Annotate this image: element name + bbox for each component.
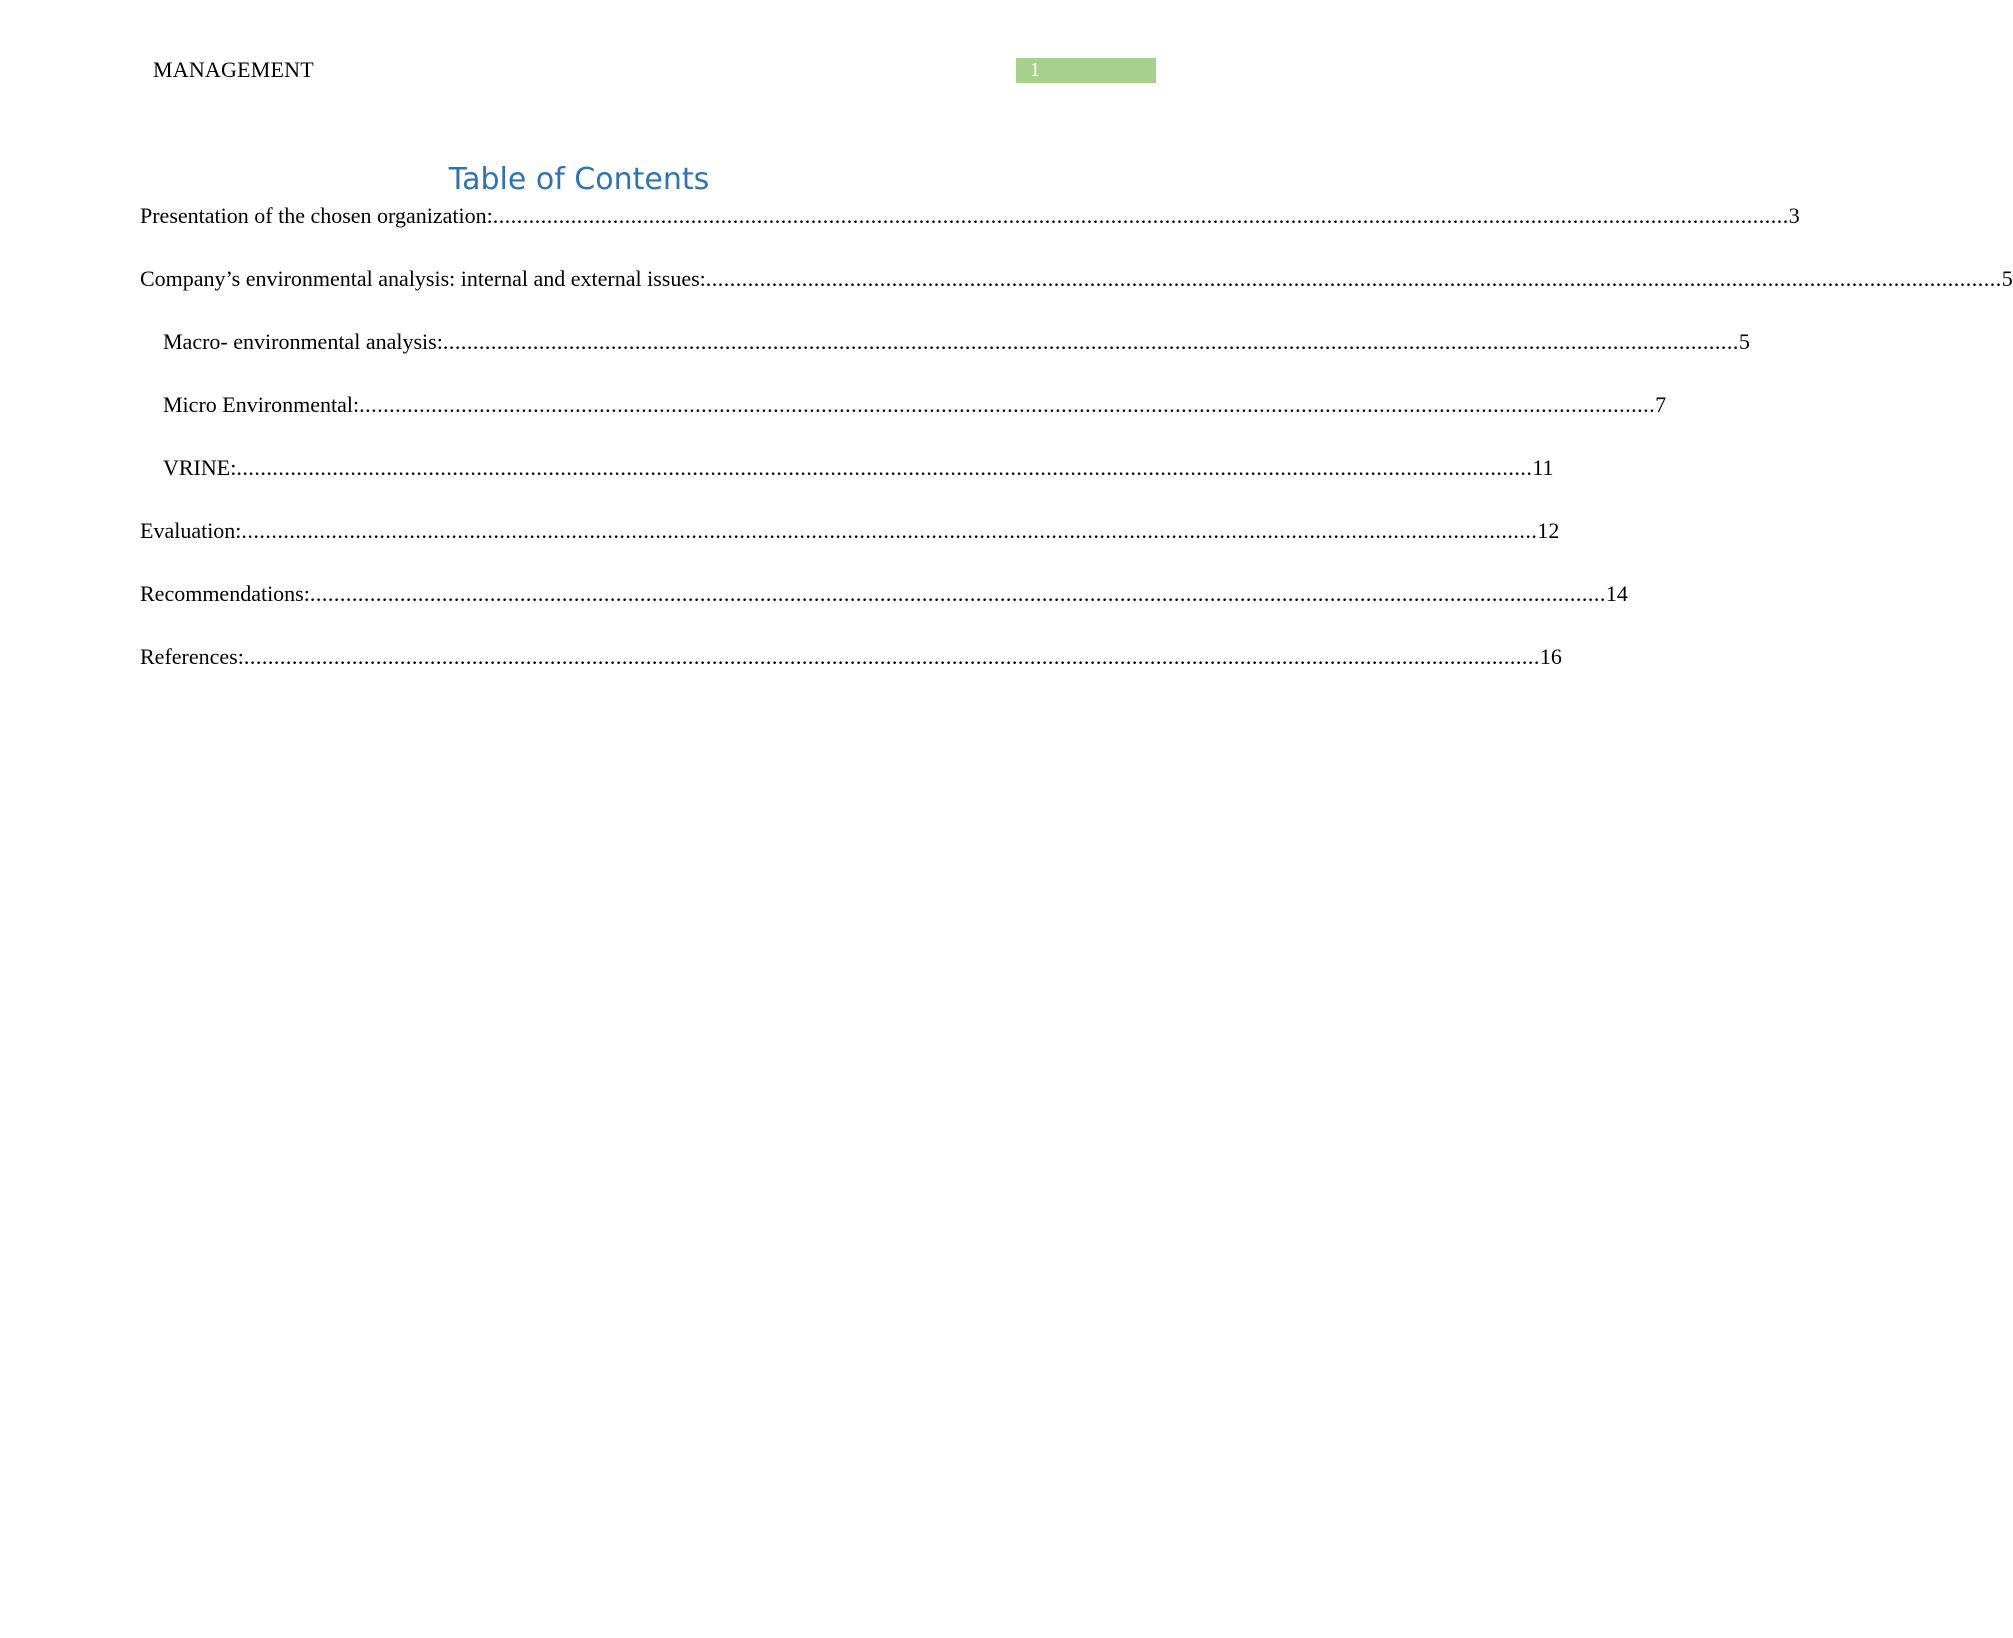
- toc-dot-leader: ........................................................................................................................................................................................................................: [236, 455, 1533, 480]
- toc-entry-label: Macro- environmental analysis:: [163, 329, 443, 354]
- toc-entry-references[interactable]: [140, 641, 1562, 704]
- toc-entry-page: 3: [1788, 203, 1800, 228]
- toc-entry-page: 14: [1605, 581, 1628, 606]
- toc-list: [140, 200, 2013, 704]
- toc-dot-leader: ........................................................................................................................................................................................................................: [705, 266, 2002, 291]
- toc-entry-page: 16: [1539, 644, 1562, 669]
- toc-entry-label: Company’s environmental analysis: internal and external issues:: [140, 266, 706, 291]
- toc-entry-page: 11: [1532, 455, 1554, 480]
- toc-dot-leader: ........................................................................................................................................................................................................................: [359, 392, 1656, 417]
- toc-entry-page: 5: [1738, 329, 1750, 354]
- toc-dot-leader: ........................................................................................................................................................................................................................: [442, 329, 1739, 354]
- page-number-badge: 1: [1016, 58, 1156, 83]
- toc-entry-label: Presentation of the chosen organization:: [140, 203, 493, 228]
- toc-entry-label: VRINE:: [163, 455, 237, 480]
- running-header-title: MANAGEMENT: [153, 57, 314, 82]
- toc-dot-leader: ........................................................................................................................................................................................................................: [309, 581, 1606, 606]
- toc-entry-macro-environmental[interactable]: [140, 326, 1750, 389]
- toc-entry-label: References:: [140, 644, 244, 669]
- toc-dot-leader: ........................................................................................................................................................................................................................: [243, 644, 1540, 669]
- toc-entry-page: 12: [1537, 518, 1560, 543]
- toc-entry-micro-environmental[interactable]: [140, 389, 1667, 452]
- toc-entry-page: 5: [2001, 266, 2013, 291]
- toc-heading: Table of Contents: [448, 162, 710, 197]
- toc-entry-label: Evaluation:: [140, 518, 242, 543]
- toc-entry-label: Micro Environmental:: [163, 392, 360, 417]
- toc-entry-page: 7: [1655, 392, 1667, 417]
- toc-entry-presentation[interactable]: [140, 200, 1800, 263]
- toc-dot-leader: ........................................................................................................................................................................................................................: [241, 518, 1538, 543]
- toc-entry-label: Recommendations:: [140, 581, 310, 606]
- toc-dot-leader: ........................................................................................................................................................................................................................: [492, 203, 1789, 228]
- toc-entry-vrine[interactable]: [140, 452, 1554, 515]
- toc-entry-environmental-analysis[interactable]: [140, 263, 2013, 326]
- toc-entry-recommendations[interactable]: [140, 578, 1628, 641]
- toc-entry-evaluation[interactable]: [140, 515, 1560, 578]
